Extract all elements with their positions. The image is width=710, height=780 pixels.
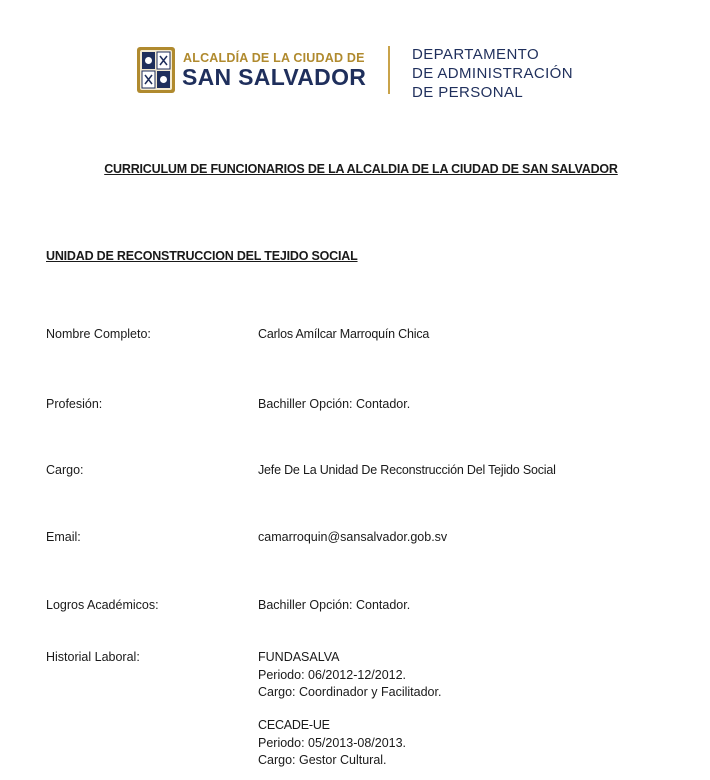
history-entry [258, 649, 441, 702]
field-value: Carlos Amílcar Marroquín Chica [258, 327, 430, 341]
field-value: Bachiller Opción: Contador. [258, 598, 411, 612]
unit-title: UNIDAD DE RECONSTRUCCION DEL TEJIDO SOCIAL [46, 249, 358, 263]
field-label: Cargo: [46, 463, 84, 477]
city-name-line1: ALCALDÍA DE LA CIUDAD DE [183, 51, 365, 65]
field-label: Nombre Completo: [46, 327, 151, 341]
email-value: camarroquin@sansalvador.gob.sv [258, 530, 448, 544]
city-seal-icon [136, 46, 176, 94]
history-role: Cargo: Coordinador y Facilitador. [258, 685, 442, 699]
field-value: Bachiller Opción: Contador. [258, 397, 411, 411]
letterhead [136, 44, 606, 101]
history-period: Periodo: 05/2013-08/2013. [258, 735, 407, 750]
field-label: Historial Laboral: [46, 650, 140, 664]
header-divider [388, 46, 390, 94]
field-label: Email: [46, 530, 81, 544]
history-role: Cargo: Gestor Cultural. [258, 753, 387, 767]
department-line3: DE PERSONAL [412, 84, 524, 101]
city-name-line2: SAN SALVADOR [182, 64, 367, 90]
field-label: Logros Académicos: [46, 598, 159, 612]
history-entry [258, 717, 406, 770]
history-org: FUNDASALVA [258, 650, 340, 664]
field-value: Jefe De La Unidad De Reconstrucción Del Tejido Social [258, 463, 556, 477]
field-label: Profesión: [46, 397, 103, 411]
department-name [412, 45, 573, 102]
department-line2: DE ADMINISTRACIÓN [412, 65, 573, 82]
history-period: Periodo: 06/2012-12/2012. [258, 667, 407, 682]
history-org: CECADE-UE [258, 718, 330, 732]
department-line1: DEPARTAMENTO [412, 46, 540, 63]
document-title: CURRICULUM DE FUNCIONARIOS DE LA ALCALDIA DE LA CIUDAD DE SAN SALVADOR [104, 162, 618, 176]
